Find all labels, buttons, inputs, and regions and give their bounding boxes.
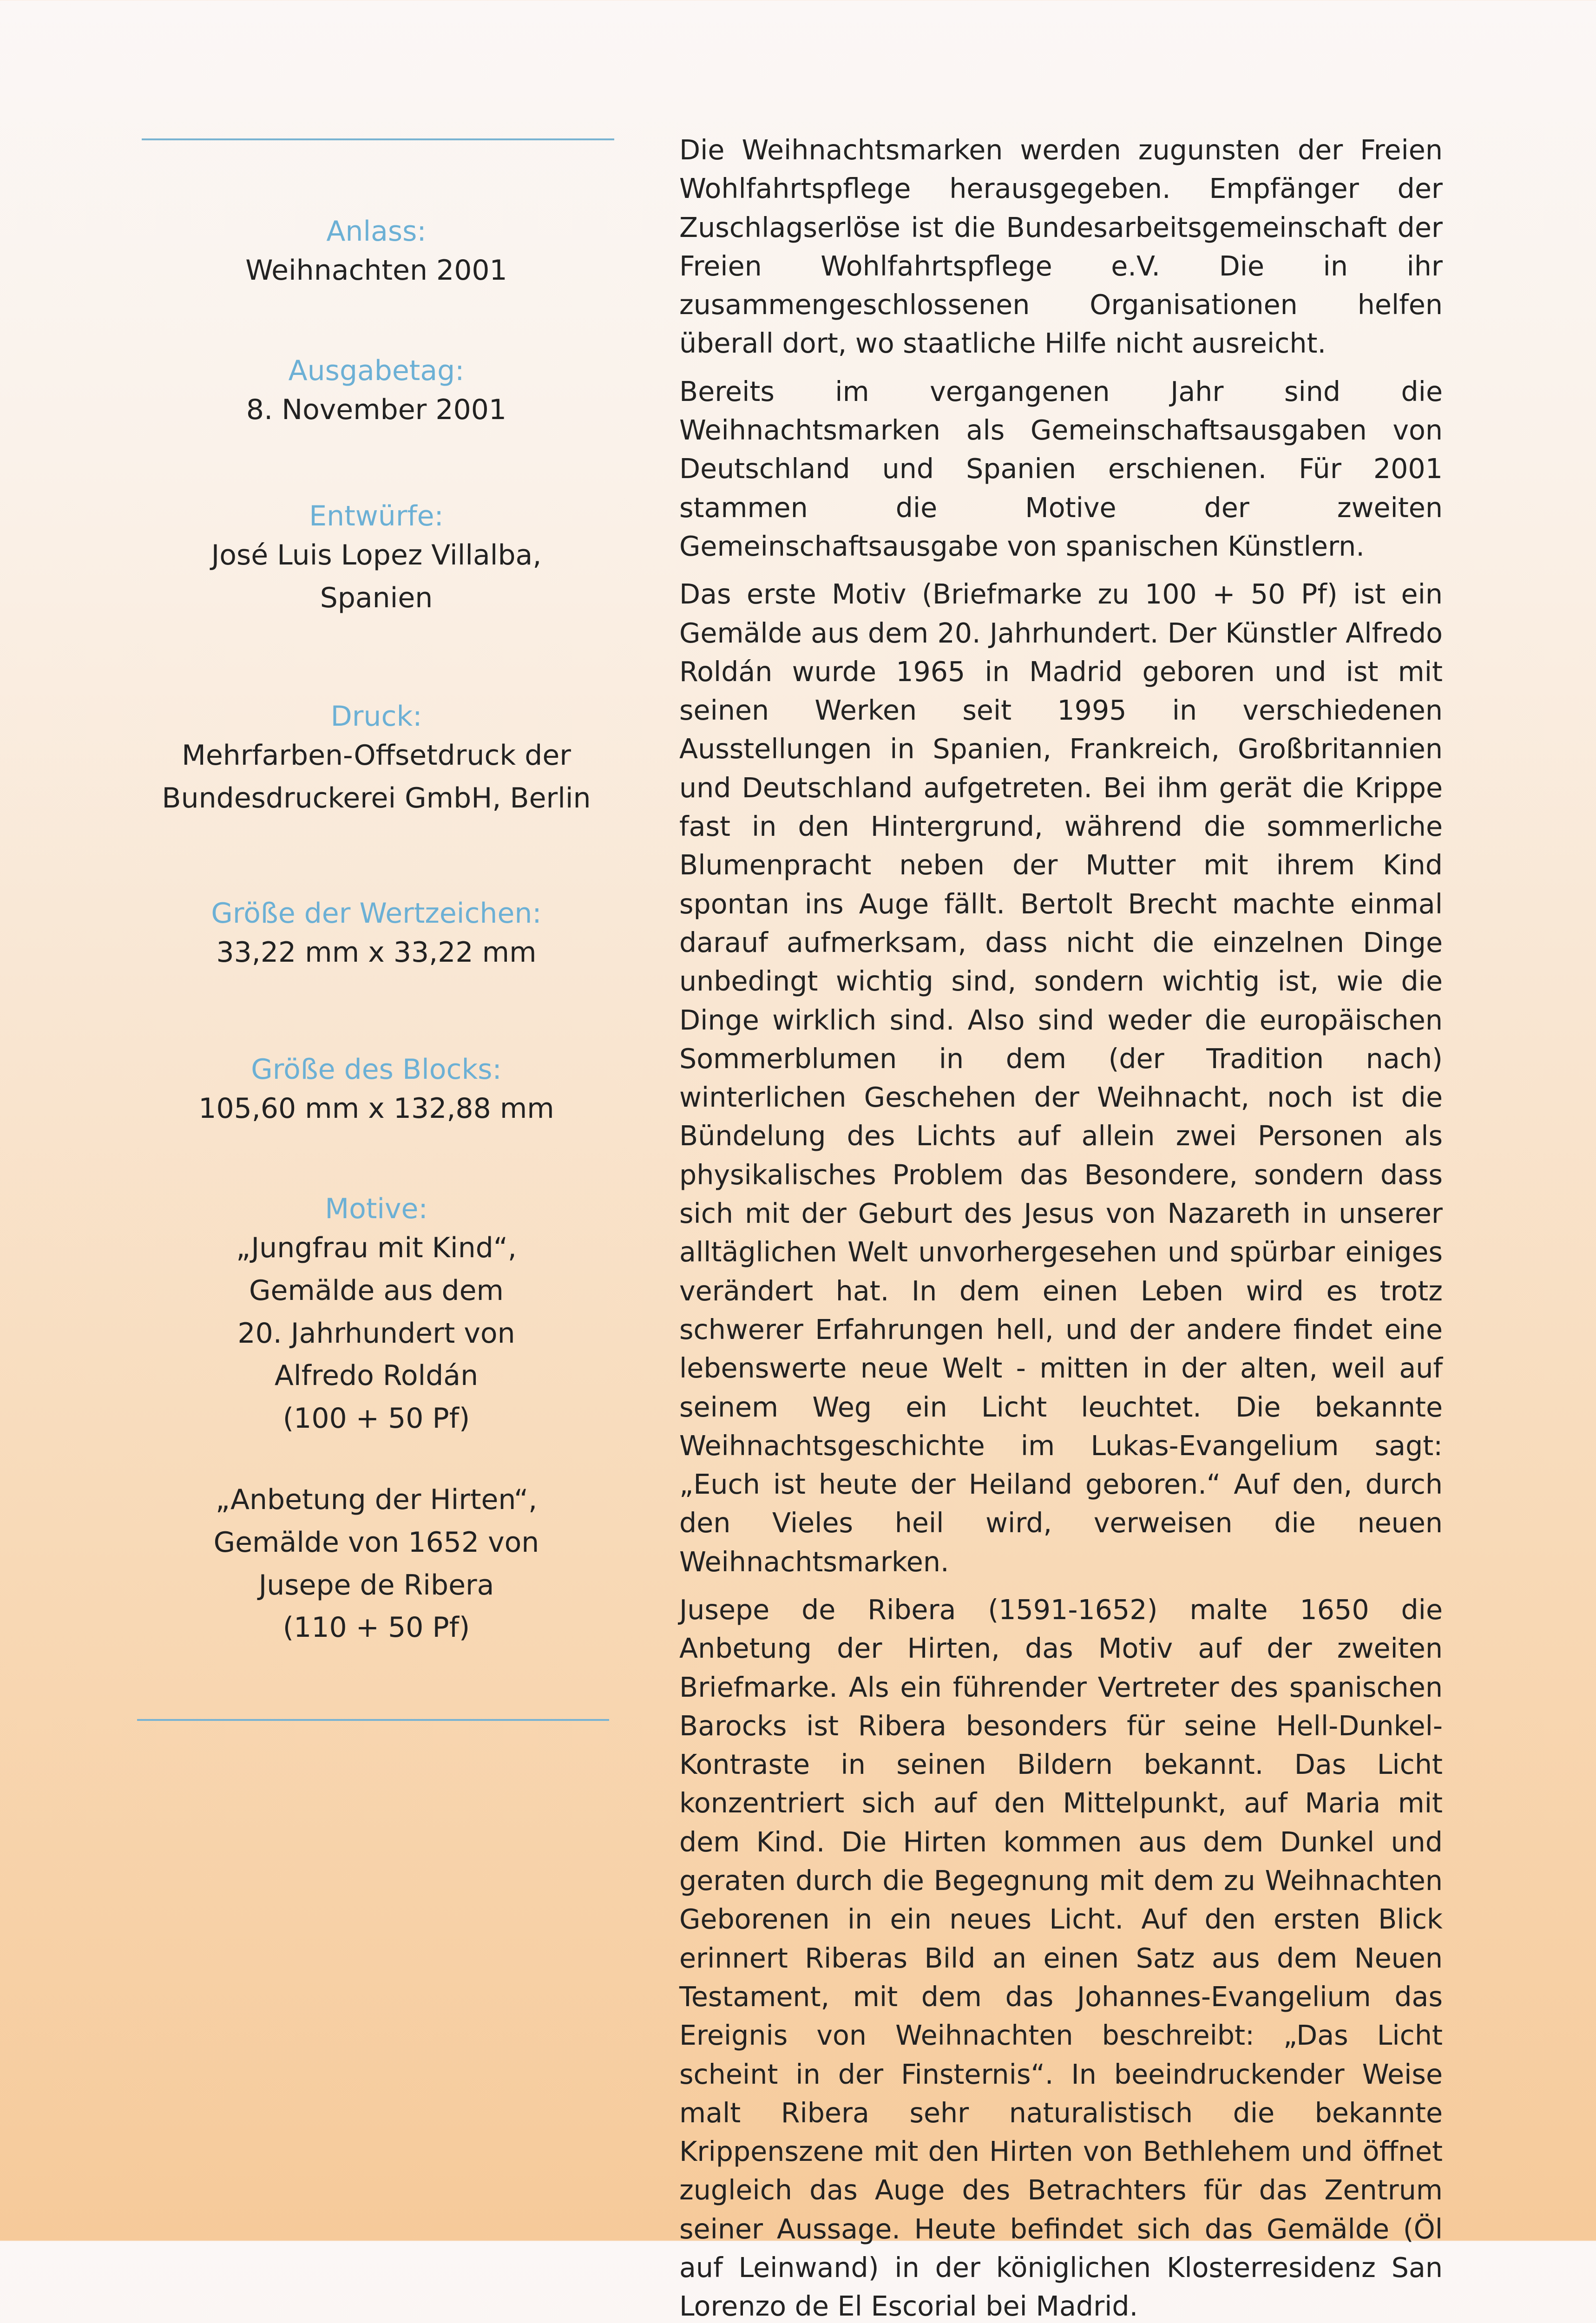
section-anlass [132,215,620,292]
groesse-wertzeichen-value [132,932,620,974]
groesse-block-value [132,1088,620,1130]
section-entwuerfe [132,499,620,620]
groesse-wertzeichen-line: 33,22 mm x 33,22 mm [216,936,537,969]
anlass-line: Weihnachten 2001 [245,254,507,287]
body-text [679,131,1443,2323]
motif-1-line: „Jungfrau mit Kind“, [236,1232,517,1264]
druck-label: Druck: [330,700,422,733]
druck-line: Mehrfarben-Offsetdruck der [182,739,571,772]
anlass-label: Anlass: [326,215,427,248]
motif-2-line: Jusepe de Ribera [258,1568,494,1601]
entwuerfe-line: Spanien [320,581,433,614]
motif-1-line: Gemälde aus dem [249,1274,504,1307]
groesse-wertzeichen-label: Größe der Wertzeichen: [211,897,542,930]
motif-2-line: (110 + 50 Pf) [282,1611,470,1644]
entwuerfe-label: Entwürfe: [309,500,444,532]
ausgabetag-label: Ausgabetag: [288,354,465,387]
section-groesse-block [132,1053,620,1130]
motive-label: Motive: [325,1193,428,1225]
motif-2-line: Gemälde von 1652 von [213,1526,539,1559]
section-ausgabetag [132,354,620,432]
top-divider [142,138,614,140]
druck-line: Bundesdruckerei GmbH, Berlin [162,781,591,814]
section-motif-2 [132,1477,620,1649]
paragraph: Die Weihnachtsmarken werden zugunsten der Freien Wohlfahrtspflege herausgegeben. Empfänger der Zuschlagserlöse ist die Bundesarbeitsgemeinschaft der Freien Wohlfahrtspflege e.V. Die in ihr zusammengeschlossenen Organisationen helfen überall dort, wo staatliche Hilfe nicht ausreicht. [679,134,1443,360]
paragraph: Jusepe de Ribera (1591-1652) malte 1650 die Anbetung der Hirten, das Motiv auf der zweiten Briefmarke. Als ein führender Vertreter des spanischen Barocks ist Ribera besonders für seine Hell-Dunkel-Kontraste in seinen Bildern bekannt. Das Licht konzentriert sich auf den Mittelpunkt, auf Maria mit dem Kind. Die Hirten kommen aus dem Dunkel und geraten durch die Begegnung mit dem zu Weihnachten Geborenen in ein neues Licht. Auf den ersten Blick erinnert Riberas Bild an einen Satz aus dem Neuen Testament, mit dem das Johannes-Evangelium das Ereignis von Weihnachten beschreibt: „Das Licht scheint in der Finsternis“. In beeindruckender Weise malt Ribera sehr naturalistisch die bekannte Krippenszene mit den Hirten von Bethlehem und öffnet zugleich das Auge des Betrachters für das Zentrum seiner Aussage. Heute befindet sich das Gemälde (Öl auf Leinwand) in der königlichen Klosterresidenz San Lorenzo de El Escorial bei Madrid. [679,1594,1443,2323]
motif-1-line: Alfredo Roldán [274,1359,479,1392]
paragraph: Bereits im vergangenen Jahr sind die Weihnachtsmarken als Gemeinschaftsausgaben von Deutschland und Spanien erschienen. Für 2001 stammen die Motive der zweiten Gemeinschaftsausgabe von spanischen Künstlern. [679,375,1443,562]
section-groesse-wertzeichen [132,897,620,974]
ausgabetag-value [132,389,620,432]
motif-2-line: „Anbetung der Hirten“, [215,1483,538,1516]
ausgabetag-line: 8. November 2001 [246,394,507,426]
anlass-value [132,249,620,292]
groesse-block-line: 105,60 mm x 132,88 mm [198,1092,554,1125]
motif-1-line: (100 + 50 Pf) [282,1402,470,1435]
bottom-divider [137,1719,609,1721]
motif-1-line: 20. Jahrhundert von [237,1317,515,1350]
motive-motif-1 [132,1227,620,1440]
druck-value [132,735,620,820]
entwuerfe-value [132,534,620,620]
entwuerfe-line: José Luis Lopez Villalba, [211,539,542,571]
section-motive [132,1192,620,1440]
paragraph: Das erste Motiv (Briefmarke zu 100 + 50 Pf) ist ein Gemälde aus dem 20. Jahrhundert. Der Künstler Alfredo Roldán wurde 1965 in Madrid geboren und ist mit seinen Werken seit 1995 in verschiedenen Ausstellungen in Spanien, Frankreich, Großbritannien und Deutschland aufgetreten. Bei ihm gerät die Krippe fast in den Hintergrund, während die sommerliche Blumenpracht neben der Mutter mit ihrem Kind spontan ins Auge fällt. Bertolt Brecht machte einmal darauf aufmerksam, dass nicht die einzelnen Dinge unbedingt wichtig sind, sondern wichtig ist, wie die Dinge wirklich sind. Also sind weder die europäischen Sommerblumen in dem (der Tradition nach) winterlichen Geschehen der Weihnacht, noch ist die Bündelung des Lichts auf allein zwei Personen als physikalisches Problem das Besondere, sondern dass sich mit der Geburt des Jesus von Nazareth in unserer alltäglichen Welt unvorhergesehen und spürbar einiges verändert hat. In dem einen Leben wird es trotz schwerer Erfahrungen hell, und der andere findet eine lebenswerte neue Welt - mitten in der alten, weil auf seinem Weg ein Licht leuchtet. Die bekannte Weihnachtsgeschichte im Lukas-Evangelium sagt: „Euch ist heute der Heiland geboren.“ Auf den, durch den Vieles heil wird, verweisen die neuen Weihnachtsmarken. [679,578,1443,1578]
groesse-block-label: Größe des Blocks: [251,1053,502,1086]
section-druck [132,700,620,820]
motive-motif-2 [132,1479,620,1649]
